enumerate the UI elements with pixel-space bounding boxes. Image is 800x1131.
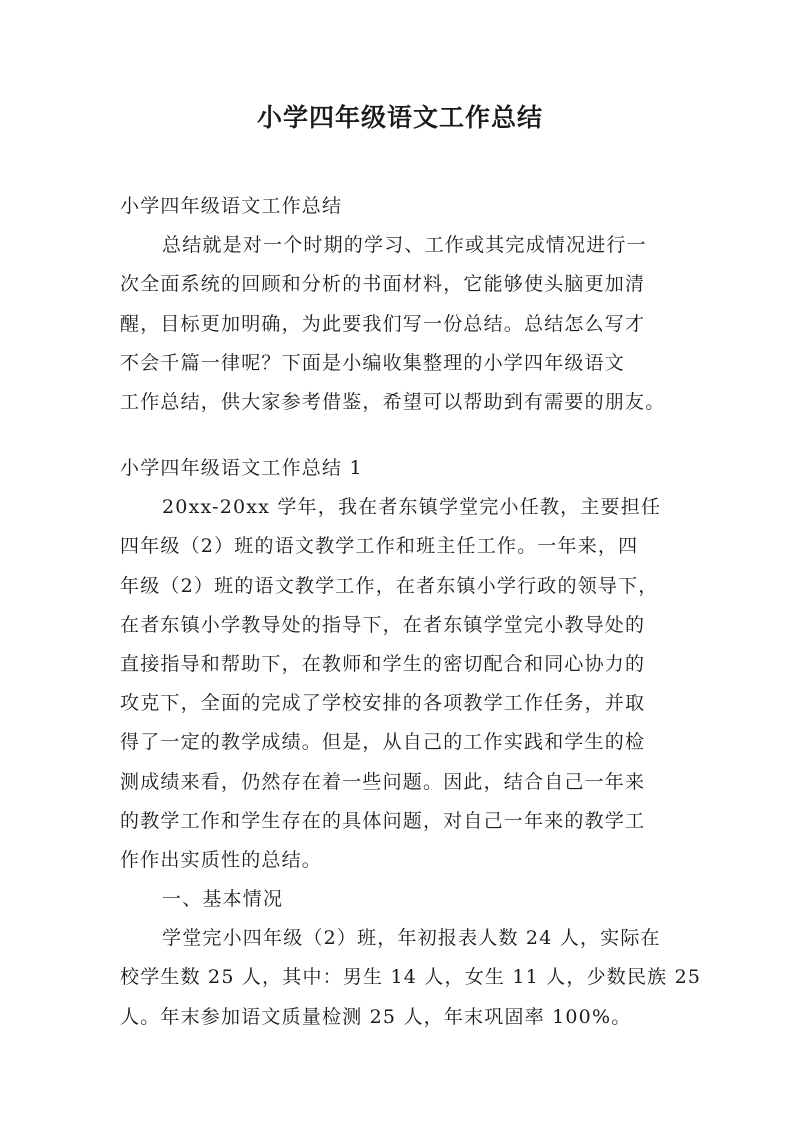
- basic-info-line: 人。年末参加语文质量检测 25 人，年末巩固率 100%。: [120, 1005, 632, 1028]
- section-1-heading: 小学四年级语文工作总结 1: [120, 457, 363, 479]
- section-1-line: 在者东镇小学教导处的指导下，在者东镇学堂完小教导处的: [120, 613, 646, 636]
- basic-info-subheading: 一、基本情况: [162, 888, 284, 911]
- section-1-line: 直接指导和帮助下，在教师和学生的密切配合和同心协力的: [120, 652, 646, 675]
- document-title: 小学四年级语文工作总结: [256, 103, 543, 132]
- intro-line: 工作总结，供大家参考借鉴，希望可以帮助到有需要的朋友。: [120, 390, 666, 413]
- section-1-line: 得了一定的教学成绩。但是，从自己的工作实践和学生的检: [120, 731, 646, 754]
- intro-line: 醒，目标更加明确，为此要我们写一份总结。总结怎么写才: [120, 312, 646, 335]
- section-1-line: 20xx-20xx 学年，我在者东镇学堂完小任教，主要担任: [162, 496, 662, 519]
- intro-line: 不会千篇一律呢？下面是小编收集整理的小学四年级语文: [120, 351, 626, 374]
- intro-line: 次全面系统的回顾和分析的书面材料，它能够使头脑更加清: [120, 273, 646, 296]
- basic-info-line: 学堂完小四年级（2）班，年初报表人数 24 人，实际在: [162, 927, 661, 950]
- intro-block: [120, 187, 685, 422]
- section-1-block: [120, 449, 702, 1037]
- section-1-line: 攻克下，全面的完成了学校安排的各项教学工作任务，并取: [120, 692, 646, 715]
- section-1-line: 的教学工作和学生存在的具体问题，对自己一年来的教学工: [120, 809, 646, 832]
- basic-info-line: 校学生数 25 人，其中：男生 14 人，女生 11 人，少数民族 25: [120, 966, 702, 989]
- section-1-line: 年级（2）班的语文教学工作，在者东镇小学行政的领导下，: [120, 574, 659, 597]
- section-1-line: 四年级（2）班的语文教学工作和班主任工作。一年来，四: [120, 535, 639, 558]
- section-1-line: 作作出实质性的总结。: [120, 848, 323, 871]
- intro-heading: 小学四年级语文工作总结: [120, 195, 343, 217]
- section-1-line: 测成绩来看，仍然存在着一些问题。因此，结合自己一年来: [120, 770, 646, 793]
- intro-line: 总结就是对一个时期的学习、工作或其完成情况进行一: [162, 234, 647, 257]
